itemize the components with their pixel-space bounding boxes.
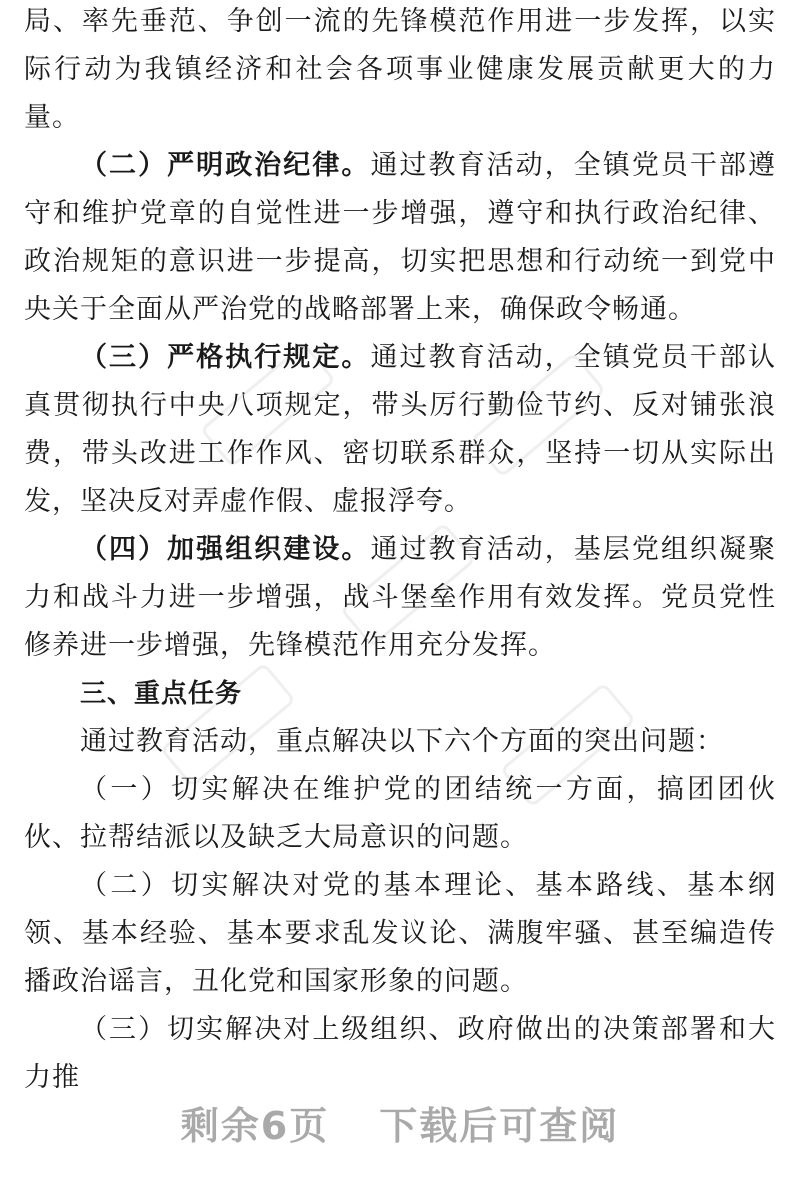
paragraph-organization-building xyxy=(24,526,776,670)
paragraph-body: 通过教育活动，基层党组织凝聚力和战斗力进一步增强，战斗堡垒作用有效发挥。党员党性修养进一步增强，先锋模范作用充分发挥。 xyxy=(24,534,777,661)
paragraph-body: 通过教育活动，全镇党员干部遵守和维护党章的自觉性进一步增强，遵守和执行政治纪律、政治规矩的意识进一步提高，切实把思想和行动统一到党中央关于全面从严治党的战略部署上来，确保政令畅通。 xyxy=(24,150,777,325)
paragraph-execute-rules xyxy=(24,334,776,526)
remaining-pages-label: 剩余6页 xyxy=(180,1104,330,1148)
paragraph-political-discipline xyxy=(24,142,776,334)
section-heading: 三、重点任务 xyxy=(80,679,243,709)
paragraph-lead: （二）严明政治纪律。 xyxy=(80,150,371,181)
paragraph-continued: 局、率先垂范、争创一流的先锋模范作用进一步发挥，以实际行动为我镇经济和社会各项事业健康发展贡献更大的力量。 xyxy=(24,6,776,133)
paragraph-intro: 通过教育活动，重点解决以下六个方面的突出问题： xyxy=(80,726,724,757)
paragraph-lead: （四）加强组织建设。 xyxy=(80,534,371,565)
download-hint-label: 下载后可查阅 xyxy=(379,1104,620,1148)
document-body xyxy=(24,0,776,1102)
paragraph-task-1: （一）切实解决在维护党的团结统一方面，搞团团伙伙、拉帮结派以及缺乏大局意识的问题。 xyxy=(24,774,776,853)
paragraph-task-3: （三）切实解决对上级组织、政府做出的决策部署和大力推 xyxy=(24,1014,776,1093)
paragraph-body: 通过教育活动，全镇党员干部认真贯彻执行中央八项规定，带头厉行勤俭节约、反对铺张浪费，带头改进工作作风、密切联系群众，坚持一切从实际出发，坚决反对弄虚作假、虚报浮夸。 xyxy=(24,342,777,517)
paragraph-lead: （三）严格执行规定。 xyxy=(80,342,371,373)
paragraph-task-2: （二）切实解决对党的基本理论、基本路线、基本纲领、基本经验、基本要求乱发议论、满腹牢骚、甚至编造传播政治谣言，丑化党和国家形象的问题。 xyxy=(24,870,776,997)
download-prompt[interactable] xyxy=(0,1095,800,1150)
